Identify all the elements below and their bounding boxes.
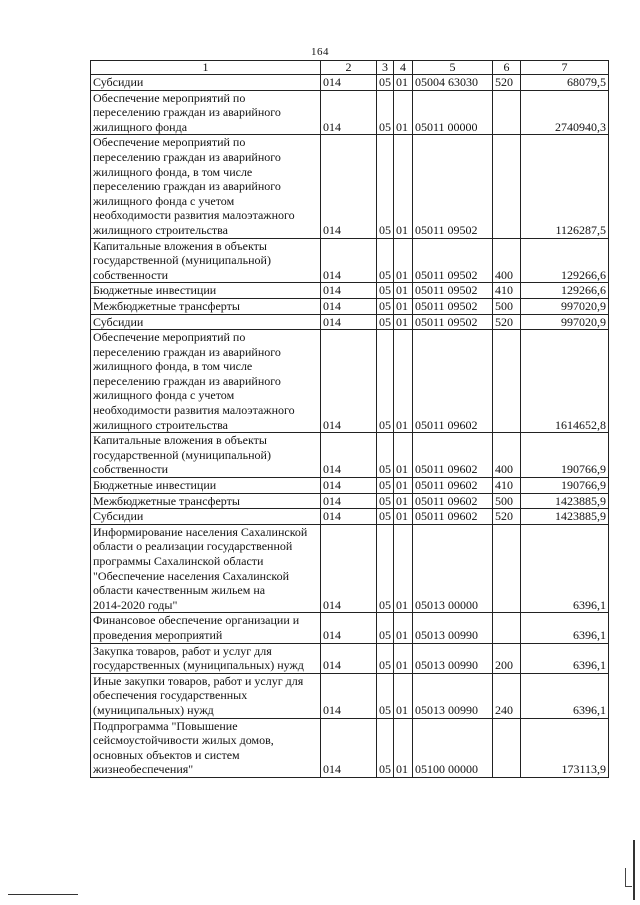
row-col-4: 01 <box>394 90 413 135</box>
row-col-2: 014 <box>321 433 377 478</box>
row-name-text: Субсидии <box>93 75 144 89</box>
row-col-2: 014 <box>321 135 377 238</box>
row-col-3: 05 <box>377 493 394 509</box>
row-col-2: 014 <box>321 314 377 330</box>
row-col-3: 05 <box>377 478 394 494</box>
table-header-row <box>91 61 609 75</box>
row-col-4: 01 <box>394 433 413 478</box>
row-col-2: 014 <box>321 673 377 718</box>
row-name-text: Информирование населения Сахалинской области о реализации государственной программы Сахалинской области "Обеспечение населения Сахалинской области качественным жильем на 2014-2020 годы" <box>93 524 308 612</box>
row-col-5: 05013 00990 <box>413 643 493 673</box>
row-name <box>91 283 321 299</box>
row-name <box>91 524 321 613</box>
row-name-text: Субсидии <box>93 509 144 524</box>
row-col-7: 6396,1 <box>521 524 609 613</box>
row-name-text: Обеспечение мероприятий по переселению граждан из аварийного жилищного фонда, в том числе переселению граждан из аварийного жилищного фонда с учетом необходимости развития малоэтажного жилищного строительства <box>93 330 295 432</box>
row-col-3: 05 <box>377 718 394 777</box>
row-col-4: 01 <box>394 524 413 613</box>
row-name <box>91 298 321 314</box>
row-col-3: 05 <box>377 314 394 330</box>
row-col-5: 05011 09602 <box>413 433 493 478</box>
row-col-7: 1423885,9 <box>521 493 609 509</box>
row-col-6 <box>493 613 521 643</box>
row-col-3: 05 <box>377 298 394 314</box>
row-col-4: 01 <box>394 718 413 777</box>
table-row <box>91 283 609 299</box>
row-col-6: 240 <box>493 673 521 718</box>
row-col-4: 01 <box>394 478 413 494</box>
row-col-2: 014 <box>321 75 377 91</box>
table-row <box>91 643 609 673</box>
row-col-2: 014 <box>321 298 377 314</box>
table-row <box>91 298 609 314</box>
row-col-4: 01 <box>394 673 413 718</box>
row-col-7: 173113,9 <box>521 718 609 777</box>
row-col-6 <box>493 90 521 135</box>
row-col-2: 014 <box>321 524 377 613</box>
row-col-4: 01 <box>394 298 413 314</box>
row-col-4: 01 <box>394 643 413 673</box>
row-col-7: 1423885,9 <box>521 509 609 525</box>
row-col-3: 05 <box>377 90 394 135</box>
table-row <box>91 135 609 238</box>
row-col-6 <box>493 330 521 433</box>
row-col-4: 01 <box>394 135 413 238</box>
row-col-7: 129266,6 <box>521 238 609 283</box>
table-row <box>91 330 609 433</box>
row-col-5: 05011 09602 <box>413 509 493 525</box>
row-col-4: 01 <box>394 283 413 299</box>
row-col-5: 05013 00990 <box>413 673 493 718</box>
row-col-3: 05 <box>377 613 394 643</box>
table-row <box>91 493 609 509</box>
row-col-5: 05100 00000 <box>413 718 493 777</box>
row-name <box>91 478 321 494</box>
row-name-text: Финансовое обеспечение организации и проведения мероприятий <box>93 613 300 642</box>
row-col-2: 014 <box>321 718 377 777</box>
row-col-4: 01 <box>394 330 413 433</box>
row-col-5: 05011 09502 <box>413 135 493 238</box>
row-name-text: Иные закупки товаров, работ и услуг для обеспечения государственных (муниципальных) нужд <box>93 673 304 717</box>
row-name-text: Обеспечение мероприятий по переселению граждан из аварийного жилищного фонда <box>93 90 281 134</box>
row-col-6 <box>493 135 521 238</box>
row-col-3: 05 <box>377 283 394 299</box>
row-col-5: 05011 09602 <box>413 478 493 494</box>
row-name-text: Обеспечение мероприятий по переселению граждан из аварийного жилищного фонда, в том числе переселению граждан из аварийного жилищного фонда с учетом необходимости развития малоэтажного жилищного строительства <box>93 135 295 237</box>
row-col-3: 05 <box>377 643 394 673</box>
row-col-5: 05011 09602 <box>413 493 493 509</box>
row-col-2: 014 <box>321 509 377 525</box>
row-col-5: 05004 63030 <box>413 75 493 91</box>
row-col-7: 190766,9 <box>521 478 609 494</box>
row-col-6 <box>493 524 521 613</box>
row-col-6: 500 <box>493 493 521 509</box>
table-row <box>91 509 609 525</box>
row-name <box>91 493 321 509</box>
table-row <box>91 673 609 718</box>
row-col-2: 014 <box>321 283 377 299</box>
row-name-text: Капитальные вложения в объекты государственной (муниципальной) собственности <box>93 238 271 282</box>
row-col-3: 05 <box>377 524 394 613</box>
row-col-2: 014 <box>321 613 377 643</box>
row-name-text: Подпрограмма "Повышение сейсмоустойчивости жилых домов, основных объектов и систем жизнеобеспечения" <box>93 718 274 777</box>
row-name <box>91 314 321 330</box>
row-col-7: 2740940,3 <box>521 90 609 135</box>
row-col-6: 500 <box>493 298 521 314</box>
row-col-3: 05 <box>377 238 394 283</box>
header-col-4: 4 <box>394 61 413 75</box>
header-col-3: 3 <box>377 61 394 75</box>
row-col-6: 200 <box>493 643 521 673</box>
row-name-text: Бюджетные инвестиции <box>93 478 217 493</box>
row-name-text: Бюджетные инвестиции <box>93 283 217 298</box>
row-col-6: 410 <box>493 283 521 299</box>
row-name-text: Закупка товаров, работ и услуг для государственных (муниципальных) нужд <box>93 643 304 673</box>
row-col-4: 01 <box>394 493 413 509</box>
scan-edge-mark-secondary <box>625 868 632 887</box>
table-row <box>91 524 609 613</box>
table-row <box>91 90 609 135</box>
header-col-1: 1 <box>91 61 321 75</box>
row-col-7: 1614652,8 <box>521 330 609 433</box>
row-col-4: 01 <box>394 314 413 330</box>
row-name <box>91 238 321 283</box>
row-col-7: 997020,9 <box>521 314 609 330</box>
row-name <box>91 433 321 478</box>
row-col-3: 05 <box>377 433 394 478</box>
row-col-7: 68079,5 <box>521 75 609 91</box>
row-name <box>91 135 321 238</box>
row-col-7: 997020,9 <box>521 298 609 314</box>
row-col-2: 014 <box>321 238 377 283</box>
row-name-text: Межбюджетные трансферты <box>93 298 240 313</box>
row-col-5: 05011 09502 <box>413 238 493 283</box>
header-col-2: 2 <box>321 61 377 75</box>
footer-rule <box>8 894 78 895</box>
row-col-6: 520 <box>493 75 521 91</box>
row-name <box>91 718 321 777</box>
row-name-text: Субсидии <box>93 314 144 329</box>
budget-table <box>90 60 609 778</box>
row-col-5: 05011 00000 <box>413 90 493 135</box>
table-row <box>91 314 609 330</box>
row-col-3: 05 <box>377 75 394 91</box>
row-name-text: Капитальные вложения в объекты государственной (муниципальной) собственности <box>93 433 271 477</box>
row-col-3: 05 <box>377 135 394 238</box>
table-row <box>91 718 609 777</box>
row-col-4: 01 <box>394 238 413 283</box>
table-row <box>91 478 609 494</box>
row-col-2: 014 <box>321 90 377 135</box>
header-col-6: 6 <box>493 61 521 75</box>
row-col-3: 05 <box>377 673 394 718</box>
row-name <box>91 673 321 718</box>
row-col-6: 520 <box>493 314 521 330</box>
row-col-5: 05013 00000 <box>413 524 493 613</box>
row-col-6 <box>493 718 521 777</box>
row-name <box>91 330 321 433</box>
row-col-2: 014 <box>321 330 377 433</box>
row-name-text: Межбюджетные трансферты <box>93 493 240 508</box>
row-col-5: 05013 00990 <box>413 613 493 643</box>
table-row <box>91 75 609 91</box>
row-col-7: 190766,9 <box>521 433 609 478</box>
row-col-5: 05011 09602 <box>413 330 493 433</box>
table-row <box>91 613 609 643</box>
row-col-7: 6396,1 <box>521 673 609 718</box>
row-col-2: 014 <box>321 643 377 673</box>
row-col-3: 05 <box>377 330 394 433</box>
table-row <box>91 433 609 478</box>
row-col-4: 01 <box>394 509 413 525</box>
row-name <box>91 643 321 673</box>
row-col-5: 05011 09502 <box>413 298 493 314</box>
row-col-2: 014 <box>321 478 377 494</box>
row-col-4: 01 <box>394 75 413 91</box>
page-number: 164 <box>311 46 329 58</box>
row-name <box>91 613 321 643</box>
row-col-7: 6396,1 <box>521 613 609 643</box>
row-col-7: 1126287,5 <box>521 135 609 238</box>
row-col-7: 129266,6 <box>521 283 609 299</box>
row-name <box>91 90 321 135</box>
row-col-5: 05011 09502 <box>413 283 493 299</box>
table-row <box>91 238 609 283</box>
row-col-6: 400 <box>493 433 521 478</box>
row-col-7: 6396,1 <box>521 643 609 673</box>
scan-edge-mark <box>633 840 638 900</box>
row-col-3: 05 <box>377 509 394 525</box>
header-col-7: 7 <box>521 61 609 75</box>
row-col-6: 410 <box>493 478 521 494</box>
row-col-6: 400 <box>493 238 521 283</box>
row-col-5: 05011 09502 <box>413 314 493 330</box>
row-col-6: 520 <box>493 509 521 525</box>
row-col-4: 01 <box>394 613 413 643</box>
row-name <box>91 75 321 91</box>
header-col-5: 5 <box>413 61 493 75</box>
row-col-2: 014 <box>321 493 377 509</box>
row-name <box>91 509 321 525</box>
